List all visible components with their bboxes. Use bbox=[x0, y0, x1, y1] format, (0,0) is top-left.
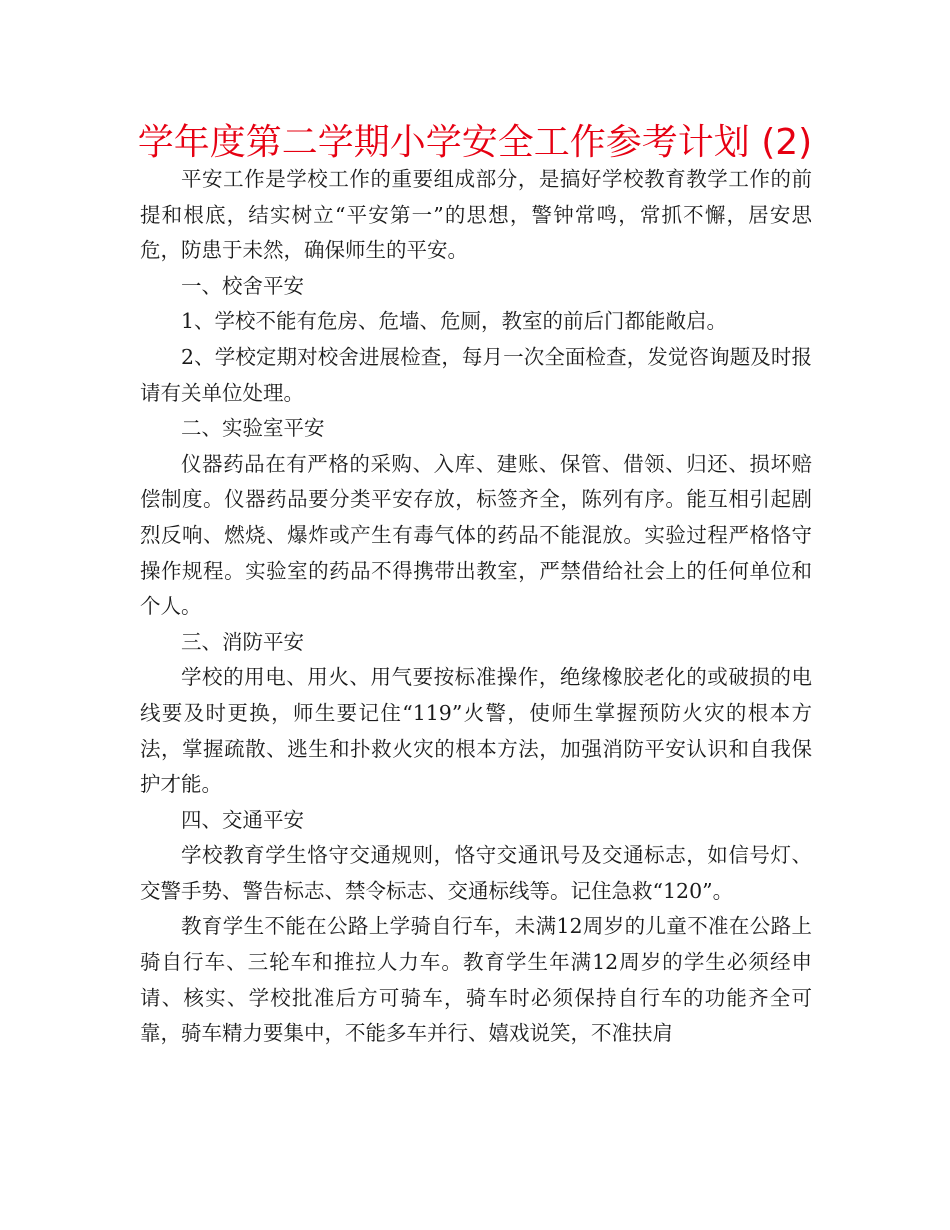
paragraph-item-2: 2、学校定期对校舍进展检查，每月一次全面检查，发觉咨询题及时报请有关单位处理。 bbox=[140, 344, 812, 405]
paragraph-traffic-1: 学校教育学生恪守交通规则，恪守交通讯号及交通标志，如信号灯、交警手势、警告标志、禁令标志、交通标线等。记住急救“120”。 bbox=[140, 843, 812, 903]
paragraph-laboratory: 仪器药品在有严格的采购、入库、建账、保管、借领、归还、损坏赔偿制度。仪器药品要分类平安存放，标签齐全，陈列有序。能互相引起剧烈反响、燃烧、爆炸或产生有毒气体的药品不能混放。实验过程严格恪守操作规程。实验室的药品不得携带出教室，严禁借给社会上的任何单位和个人。 bbox=[140, 451, 812, 619]
section-heading-traffic: 四、交通平安 bbox=[181, 807, 304, 832]
section-heading-fire: 三、消防平安 bbox=[181, 629, 304, 654]
paragraph-traffic-2: 教育学生不能在公路上学骑自行车，未满12周岁的儿童不准在公路上骑自行车、三轮车和推拉人力车。教育学生年满12周岁的学生必须经申请、核实、学校批准后方可骑车，骑车时必须保持自行车的功能齐全可靠，骑车精力要集中，不能多车并行、嬉戏说笑，不准扶肩 bbox=[140, 914, 812, 1046]
document-body bbox=[140, 162, 812, 1052]
document-title: 学年度第二学期小学安全工作参考计划 (2) bbox=[137, 122, 813, 163]
paragraph-fire: 学校的用电、用火、用气要按标准操作，绝缘橡胶老化的或破损的电线要及时更换，师生要记住“119”火警，使师生掌握预防火灾的根本方法，掌握疏散、逃生和扑救火灾的根本方法，加强消防平安认识和自我保护才能。 bbox=[140, 665, 812, 797]
intro-paragraph: 平安工作是学校工作的重要组成部分，是搞好学校教育教学工作的前提和根底，结实树立“平安第一”的思想，警钟常鸣，常抓不懈，居安思危，防患于未然，确保师生的平安。 bbox=[140, 167, 812, 263]
section-heading-laboratory: 二、实验室平安 bbox=[181, 416, 325, 441]
section-heading-dormitory: 一、校舍平安 bbox=[181, 273, 304, 298]
paragraph-item-1: 1、学校不能有危房、危墙、危厕，教室的前后门都能敞启。 bbox=[181, 309, 728, 334]
